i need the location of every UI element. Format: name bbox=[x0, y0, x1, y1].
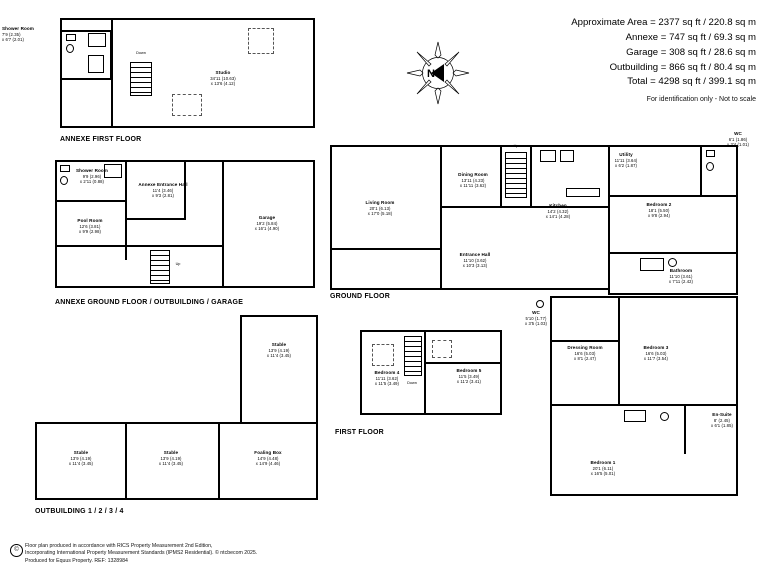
first-wall-2 bbox=[424, 362, 502, 364]
annexe-first-dashed-feature-1 bbox=[248, 28, 274, 54]
room-label-annexe-shower-room-ground: Shower Room 9'9 (2.96) x 2'11 (0.88) bbox=[76, 168, 108, 184]
ground-wall-8 bbox=[608, 252, 738, 254]
footer-disclaimer bbox=[10, 543, 257, 566]
ground-wall-1 bbox=[440, 145, 442, 290]
annexe-first-dashed-feature-2 bbox=[172, 94, 202, 116]
annexe-first-divider-2 bbox=[60, 78, 112, 80]
annexe-ground-div-5 bbox=[125, 218, 185, 220]
floor-title-first: FIRST FLOOR bbox=[335, 429, 384, 436]
ground-wall-13 bbox=[684, 404, 686, 454]
copyright-icon: © bbox=[10, 544, 23, 557]
svg-text:N: N bbox=[427, 68, 435, 80]
sink-icon bbox=[540, 150, 556, 162]
room-label-dining-room: Dining Room 13'11 (4.23) x 11'11 (3.62) bbox=[458, 172, 488, 188]
room-label-wc-lower: WC 5'10 (1.77) x 3'5 (1.03) bbox=[524, 310, 548, 326]
floor-title-ground: GROUND FLOOR bbox=[330, 293, 390, 300]
bath-icon bbox=[624, 410, 646, 422]
annexe-ground-left-wall bbox=[55, 160, 57, 288]
wash-basin-icon bbox=[706, 150, 715, 157]
wc-icon bbox=[668, 258, 677, 267]
summary-line-0: Approximate Area = 2377 sq ft / 220.8 sq m bbox=[571, 17, 756, 28]
summary-line-2: Garage = 308 sq ft / 28.6 sq m bbox=[626, 46, 756, 58]
area-summary bbox=[571, 16, 756, 106]
stair-label-up-ground: Up bbox=[513, 144, 519, 148]
room-label-bedroom-3: Bedroom 3 16'6 (5.03) x 11'7 (3.54) bbox=[643, 345, 669, 361]
room-label-stable-1: Stable 13'9 (4.19) x 11'4 (3.45) bbox=[266, 342, 292, 358]
room-label-annexe-shower-room: Shower Room 7'9 (2.35) x 6'7 (2.01) bbox=[2, 26, 34, 42]
hob-icon bbox=[560, 150, 574, 162]
annexe-first-divider bbox=[111, 18, 113, 128]
ground-wall-2 bbox=[330, 248, 442, 250]
room-label-bedroom-1: Bedroom 1 20'1 (6.11) x 16'5 (5.01) bbox=[590, 460, 616, 476]
first-dashed-feature-2 bbox=[432, 340, 452, 358]
summary-line-1: Annexe = 747 sq ft / 69.3 sq m bbox=[625, 31, 756, 43]
ground-wall-12 bbox=[550, 404, 618, 406]
wc-icon bbox=[66, 44, 74, 53]
wc-icon bbox=[706, 162, 714, 171]
wc-icon bbox=[660, 412, 669, 421]
room-label-kitchen: Kitchen 14'2 (4.32) x 14'1 (4.28) bbox=[545, 203, 571, 219]
first-dashed-feature-1 bbox=[372, 344, 394, 366]
room-label-studio: Studio 34'11 (10.63) x 13'6 (4.12) bbox=[210, 70, 236, 86]
ground-wall-11 bbox=[618, 404, 738, 406]
ground-wall-7 bbox=[700, 145, 702, 195]
room-label-pool-room: Pool Room 12'6 (3.81) x 9'9 (2.98) bbox=[77, 218, 103, 234]
compass-rose bbox=[405, 40, 471, 106]
outbuilding-wall-1 bbox=[125, 422, 127, 500]
room-label-garage: Garage 19'2 (5.84) x 16'1 (4.90) bbox=[254, 215, 280, 231]
room-label-foaling-box: Foaling Box 14'9 (4.48) x 14'9 (4.46) bbox=[254, 450, 282, 466]
room-label-wc-utility: WC 6'1 (1.86) x 3'4 (1.01) bbox=[726, 131, 750, 147]
shower-icon bbox=[88, 33, 106, 47]
bath-icon bbox=[88, 55, 104, 73]
room-label-bedroom-5: Bedroom 5 11'5 (3.49) x 11'2 (3.41) bbox=[456, 368, 482, 384]
room-label-bedroom-4: Bedroom 4 11'11 (3.62) x 11'5 (3.49) bbox=[374, 370, 400, 386]
annexe-ground-staircase bbox=[150, 250, 170, 284]
ground-staircase bbox=[505, 152, 527, 198]
ground-wall-5 bbox=[530, 145, 532, 207]
room-label-living-room: Living Room 20'1 (6.13) x 17'0 (5.18) bbox=[365, 200, 395, 216]
summary-note: For identification only - Not to scale bbox=[646, 96, 756, 104]
floor-title-outbuilding: OUTBUILDING 1 / 2 / 3 / 4 bbox=[35, 508, 124, 515]
room-label-bathroom: Bathroom 11'10 (3.61) x 7'11 (2.42) bbox=[668, 268, 694, 284]
ground-wall-10 bbox=[618, 296, 620, 406]
floor-title-annexe-ground: ANNEXE GROUND FLOOR / OUTBUILDING / GARAGE bbox=[55, 299, 244, 306]
room-label-utility: Utility 11'11 (3.64) x 6'2 (1.87) bbox=[614, 152, 638, 168]
wc-icon bbox=[536, 300, 544, 308]
summary-line-3: Outbuilding = 866 sq ft / 80.4 sq m bbox=[609, 61, 756, 73]
outbuilding-wall-2 bbox=[218, 422, 220, 500]
stair-label-down: Down bbox=[136, 51, 146, 55]
wash-basin-icon bbox=[66, 34, 76, 41]
room-label-stable-2: Stable 13'9 (4.19) x 11'4 (3.45) bbox=[68, 450, 94, 466]
first-wall-1 bbox=[424, 330, 426, 415]
room-label-dressing-room: Dressing Room 16'6 (5.03) x 8'1 (2.47) bbox=[567, 345, 603, 361]
annexe-first-staircase bbox=[130, 62, 152, 96]
room-label-annexe-entrance-hall: Annexe Entrance Hall 11'4 (3.46) x 9'3 (2.81) bbox=[138, 182, 188, 198]
kitchen-island-icon bbox=[566, 188, 600, 197]
annexe-ground-div-4 bbox=[55, 245, 222, 247]
ground-wall-9 bbox=[550, 340, 620, 342]
annexe-ground-div-2 bbox=[222, 160, 224, 288]
summary-line-4: Total = 4298 sq ft / 399.1 sq m bbox=[627, 76, 756, 88]
room-label-stable-3: Stable 13'9 (4.19) x 11'4 (3.45) bbox=[158, 450, 184, 466]
room-label-en-suite: En-Suite 8' (2.45) x 6'1 (1.85) bbox=[710, 412, 734, 428]
room-label-bedroom-2: Bedroom 2 18'1 (5.50) x 9'8 (2.94) bbox=[646, 202, 672, 218]
floor-title-annexe-first: ANNEXE FIRST FLOOR bbox=[60, 136, 142, 143]
stair-label-down-first: Down bbox=[407, 381, 417, 385]
outbuilding-stable-1-outline bbox=[240, 315, 318, 425]
footer-line-2: Incorporating International Property Measurement Standards (IPMS2 Residential). © ntcbecom 2025. bbox=[25, 550, 258, 557]
footer-line-1: Floor plan produced in accordance with RICS Property Measurement 2nd Edition, bbox=[25, 542, 213, 549]
footer-line-4: Produced for Equus Property. REF: 1328984 bbox=[25, 558, 128, 565]
annexe-ground-div-3 bbox=[55, 200, 125, 202]
room-label-entrance-hall: Entrance Hall 11'10 (3.62) x 10'3 (3.13) bbox=[459, 252, 491, 268]
stair-label-up: Up bbox=[175, 262, 181, 266]
ground-wall-6 bbox=[608, 195, 738, 197]
